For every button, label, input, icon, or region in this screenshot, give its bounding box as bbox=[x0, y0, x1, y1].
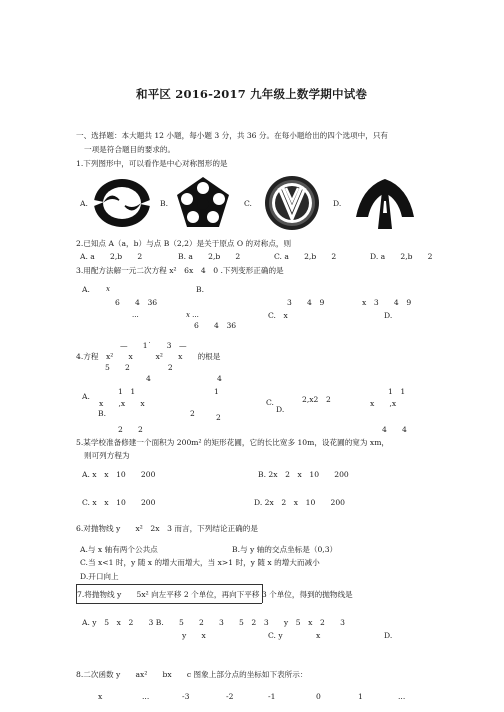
page-title: 和平区 2016-2017 九年级上数学期中试卷 bbox=[136, 87, 368, 101]
q2-stem: 2.已知点 A（a，b）与点 B（2,2）是关于原点 O 的对称点，则 bbox=[76, 239, 292, 248]
q3-row5: — 1˙ 3 — bbox=[120, 341, 187, 350]
q1-label-c: C. bbox=[244, 199, 252, 208]
q8-stem: 8.二次函数 y ax² bx c 图象上部分点的坐标如下表所示： bbox=[76, 670, 308, 679]
q7-stem: 7.将抛物线 y 5x² 向左平移 2 个单位，再向下平移 3 个单位，得到的抛物线是 bbox=[77, 590, 353, 599]
q8-table-header-m2: -2 bbox=[226, 692, 234, 701]
q3-row2-c: x 3 4 9 bbox=[362, 298, 412, 307]
q6-option-c: C.当 x<1 时，y 随 x 的增大而增大，当 x>1 时，y 随 x 的增大而减小 bbox=[80, 558, 320, 567]
q8-table-header-dots2: ... bbox=[398, 692, 406, 701]
q2-option-c: C. a 2,b 2 bbox=[274, 252, 337, 261]
q8-table-header-m3: -3 bbox=[182, 692, 190, 701]
q8-table-header-1: 1 bbox=[358, 692, 363, 701]
q8-table-header-dots1: ... bbox=[142, 692, 150, 701]
q7-row2-c: C. y bbox=[268, 631, 283, 640]
q4-row3-a: 4 bbox=[146, 374, 151, 383]
q7-frame-top bbox=[76, 584, 262, 585]
q8-table-header-m1: -1 bbox=[268, 692, 276, 701]
q1-label-b: B. bbox=[160, 199, 168, 208]
logo-c-vw-icon bbox=[264, 175, 320, 231]
q1-label-d: D. bbox=[333, 199, 342, 208]
q5-option-b: B. 2x 2 x 10 200 bbox=[258, 470, 349, 479]
q3-stem: 3.用配方法解一元二次方程 x² 6x 4 0 .下列变形正确的是 bbox=[76, 266, 284, 275]
q7-row2-x: x bbox=[316, 631, 321, 640]
q7-row2-a: y x bbox=[182, 631, 206, 640]
q4-d-label: D. bbox=[276, 405, 285, 414]
q5-option-c: C. x x 10 200 bbox=[82, 498, 156, 507]
q7-row2-d: D. bbox=[384, 631, 393, 640]
logo-d-road-icon bbox=[354, 175, 416, 231]
q4-row5-b: 2,x2 2 bbox=[302, 395, 331, 404]
q4-row6-a: 2 bbox=[190, 409, 195, 418]
section-intro-line1: 一、选择题：本大题共 12 小题，每小题 3 分，共 36 分。在每小题给出的四个选项中，只有 bbox=[76, 131, 389, 140]
q3-row2-a: 6 4 36 bbox=[115, 298, 158, 307]
q8-table-header-0: 0 bbox=[316, 692, 321, 701]
section-intro-line2: 一项是符合题目的要求的。 bbox=[84, 145, 176, 154]
q3-row2-b: 3 4 9 bbox=[287, 298, 325, 307]
q1-stem: 1.下列图形中，可以看作是中心对称图形的是 bbox=[76, 159, 228, 168]
q6-option-d: D.开口向上 bbox=[80, 572, 119, 581]
q4-row4-c: 1 1 bbox=[388, 387, 406, 396]
q4-a-label: A. bbox=[82, 392, 90, 401]
q4-row3-b: 4 bbox=[217, 374, 222, 383]
q4-row7-a: 2 2 bbox=[118, 425, 143, 434]
logo-a-swirl-icon bbox=[92, 178, 152, 228]
q3-a-frag: x bbox=[106, 285, 110, 293]
q4-row5-a: x ,x x bbox=[99, 399, 145, 408]
q8-table-header-x: x bbox=[98, 692, 103, 701]
q6-stem: 6.对抛物线 y x² 2x 3 而言，下列结论正确的是 bbox=[76, 524, 258, 533]
q3-row4: 6 4 36 bbox=[194, 321, 237, 330]
q4-row4-a: 1 1 bbox=[118, 387, 136, 396]
q5-stem: 5.某学校准备修建一个面积为 200m² 的矩形花圃，它的长比宽多 10m，设花圃的宽为 xm， bbox=[76, 438, 389, 447]
q4-row5-c: x ,x bbox=[370, 399, 397, 408]
q4-row6-b: 2 bbox=[216, 413, 221, 422]
q3-row3-c: C. x bbox=[268, 311, 288, 320]
q4-stem: 4.方程 x² x x² x 的根是 bbox=[76, 352, 221, 361]
q4-b-label: B. bbox=[98, 409, 106, 418]
logo-b-flower-icon bbox=[174, 175, 232, 231]
q6-option-a: A.与 x 轴有两个公共点 bbox=[80, 545, 158, 554]
q7-row1: A. y 5 x 2 3 B. 5 2 3 5 2 3 y 5 x 2 3 bbox=[82, 618, 345, 627]
q4-row7-b: 4 4 bbox=[382, 425, 407, 434]
q3-a-label: A. bbox=[82, 285, 90, 294]
q7-frame-bottom bbox=[76, 603, 262, 604]
q2-option-a: A. a 2,b 2 bbox=[80, 252, 143, 261]
q2-option-d: D. a 2,b 2 bbox=[370, 252, 433, 261]
q2-option-b: B. a 2,b 2 bbox=[178, 252, 241, 261]
q5-stem2: 则可列方程为 bbox=[84, 451, 130, 460]
q6-option-b: B.与 y 轴的交点坐标是（0,3） bbox=[232, 545, 338, 554]
q3-row3-b: x ... bbox=[186, 311, 199, 319]
q5-option-d: D. 2x 2 x 10 200 bbox=[254, 498, 345, 507]
q5-option-a: A. x x 10 200 bbox=[82, 470, 156, 479]
q3-row3-d: D. bbox=[384, 311, 393, 320]
q4-row4-b: 1 bbox=[214, 387, 219, 396]
q4-row2: 5 2 2 bbox=[105, 363, 173, 372]
q3-row3-a: ... bbox=[132, 311, 139, 319]
q4-c-label: C. bbox=[266, 398, 274, 407]
q3-b-label: B. bbox=[196, 285, 204, 294]
q1-label-a: A. bbox=[80, 199, 88, 208]
